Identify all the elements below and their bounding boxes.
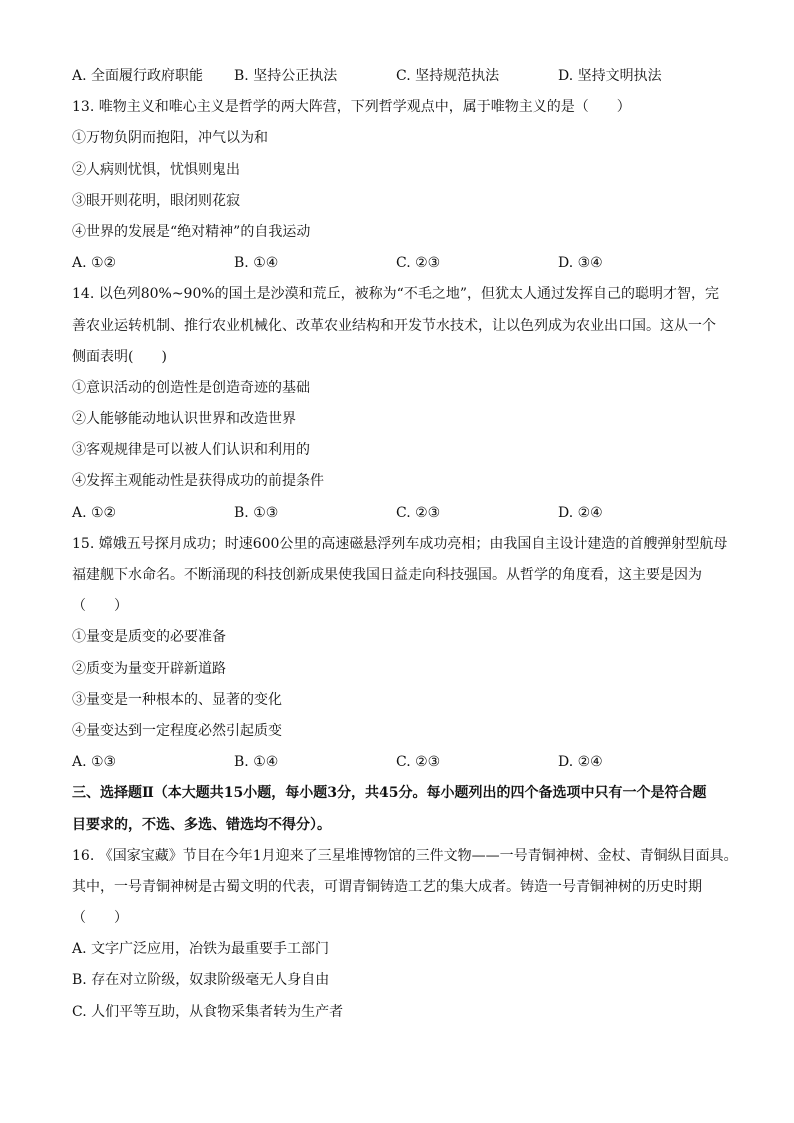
statement-2: ②质变为量变开辟新道路 bbox=[72, 660, 226, 677]
question-stem-line-2: 善农业运转机制、推行农业机械化、改革农业结构和开发节水技术，让以色列成为农业出口国。这从一个 bbox=[72, 317, 716, 334]
option-c: C. ②③ bbox=[396, 754, 441, 771]
statement-4: ④世界的发展是“绝对精神”的自我运动 bbox=[72, 223, 311, 240]
q12-options bbox=[72, 64, 732, 95]
question-16 bbox=[72, 844, 738, 1031]
option-c: C. ②③ bbox=[396, 504, 441, 521]
option-b: B. ①④ bbox=[234, 754, 279, 771]
statement-1: ①量变是质变的必要准备 bbox=[72, 629, 226, 646]
question-stem-line-1: 16. 《国家宝藏》节目在今年1月迎来了三星堆博物馆的三件文物——一号青铜神树、金杖、青铜纵目面具。 bbox=[72, 847, 738, 864]
option-b: B. ①④ bbox=[234, 255, 279, 272]
question-stem-line-1: 15. 嫦娥五号探月成功；时速600公里的高速磁悬浮列车成功亮相；由我国自主设计建造的首艘弹射型航母 bbox=[72, 535, 728, 552]
q13-options bbox=[72, 251, 732, 282]
choice-b: B. 存在对立阶级，奴隶阶级毫无人身自由 bbox=[72, 972, 330, 989]
option-c: C. 坚持规范执法 bbox=[396, 68, 500, 84]
statement-4: ④发挥主观能动性是获得成功的前提条件 bbox=[72, 473, 324, 490]
choice-a: A. 文字广泛应用，冶铁为最重要手工部门 bbox=[72, 941, 330, 958]
question-14 bbox=[72, 282, 732, 532]
option-a: A. ①② bbox=[72, 255, 117, 272]
statement-4: ④量变达到一定程度必然引起质变 bbox=[72, 722, 282, 739]
option-d: D. 坚持文明执法 bbox=[558, 68, 662, 84]
question-stem-line-1: 14. 以色列80%~90%的国土是沙漠和荒丘，被称为“不毛之地”，但犹太人通过发挥自己的聪明才智，完 bbox=[72, 286, 719, 303]
statement-1: ①意识活动的创造性是创造奇迹的基础 bbox=[72, 379, 310, 396]
question-stem-line-2: 福建舰下水命名。不断涌现的科技创新成果使我国日益走向科技强国。从哲学的角度看，这主要是因为 bbox=[72, 567, 702, 583]
statement-3: ③眼开则花明，眼闭则花寂 bbox=[72, 192, 240, 209]
statement-3: ③客观规律是可以被人们认识和利用的 bbox=[72, 442, 310, 459]
section-heading-line-2: 目要求的，不选、多选、错选均不得分）。 bbox=[72, 816, 331, 833]
statement-1: ①万物负阴而抱阳，冲气以为和 bbox=[72, 130, 268, 147]
question-15 bbox=[72, 532, 732, 782]
statement-2: ②人能够能动地认识世界和改造世界 bbox=[72, 411, 296, 428]
option-a: A. 全面履行政府职能 bbox=[72, 68, 204, 84]
exam-page bbox=[72, 64, 738, 1031]
option-c: C. ②③ bbox=[396, 255, 441, 272]
option-a: A. ①③ bbox=[72, 754, 117, 771]
question-stem-line-3: （ ） bbox=[72, 910, 128, 927]
q14-options bbox=[72, 501, 732, 532]
option-b: B. 坚持公正执法 bbox=[234, 68, 338, 84]
option-a: A. ①② bbox=[72, 504, 117, 521]
option-d: D. ③④ bbox=[558, 255, 603, 272]
option-d: D. ②④ bbox=[558, 754, 603, 771]
q15-options bbox=[72, 750, 732, 781]
section-3-heading bbox=[72, 781, 732, 843]
question-13 bbox=[72, 95, 732, 282]
choice-c: C. 人们平等互助，从食物采集者转为生产者 bbox=[72, 1003, 344, 1020]
option-d: D. ②④ bbox=[558, 504, 603, 521]
question-stem-line-3: 侧面表明( ) bbox=[72, 348, 167, 365]
section-heading-line-1: 三、选择题Ⅱ（本大题共15小题，每小题3分，共45分。每小题列出的四个备选项中只有一个是符合题 bbox=[72, 785, 707, 802]
question-stem: 13. 唯物主义和唯心主义是哲学的两大阵营，下列哲学观点中，属于唯物主义的是（ ） bbox=[72, 99, 631, 116]
option-b: B. ①③ bbox=[234, 504, 279, 521]
question-stem-line-3: （ ） bbox=[72, 598, 128, 615]
question-stem-line-2: 其中，一号青铜神树是古蜀文明的代表，可谓青铜铸造工艺的集大成者。铸造一号青铜神树的历史时期 bbox=[72, 878, 702, 895]
statement-2: ②人病则忧惧，忧惧则鬼出 bbox=[72, 161, 240, 178]
statement-3: ③量变是一种根本的、显著的变化 bbox=[72, 691, 282, 708]
